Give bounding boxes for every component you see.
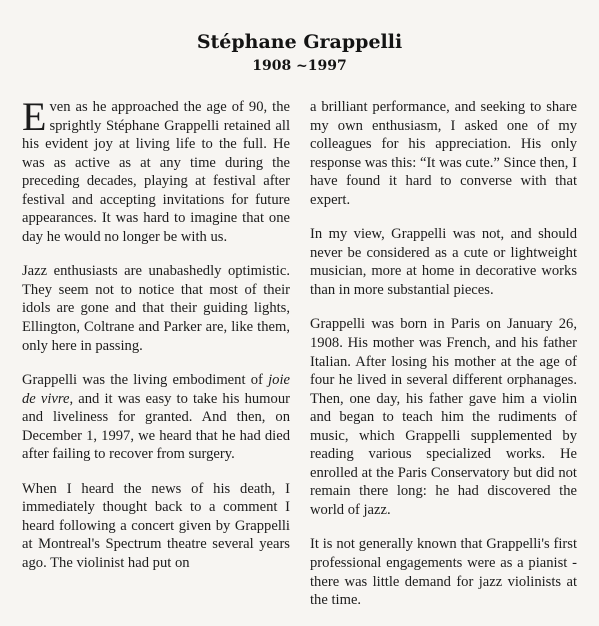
paragraph: When I heard the news of his death, I immediately thought back to a comment I heard following a concert given by Grappelli at Montreal's Spectrum theatre several years ago. The violinist had put on — [22, 480, 290, 572]
paragraph — [22, 371, 290, 464]
paragraph: Jazz enthusiasts are unabashedly optimistic. They seem not to notice that most of their idols are gone and that their guiding lights, Ellington, Coltrane and Parker are, like them, only here in passing. — [22, 263, 290, 354]
italic-phrase: joie de vivre — [22, 372, 290, 407]
article-title: Stéphane Grappelli — [196, 31, 403, 53]
paragraph: Grappelli was born in Paris on January 26, 1908. His mother was French, and his father Italian. After losing his mother at the age of four he lived in several different orphanages. Then, one day, his father gave him a violin and began to teach him the rudiments of music, which Grappelli supplemented by reading various specialized works. He enrolled at the Paris Conservatory but did not remain there long: he had discovered the world of jazz. — [310, 316, 577, 518]
paragraph-text: , and it was easy to take his humour and liveliness for granted. And then, on December 1, 1997, we heard that he had died after failing to recover from surgery. — [22, 390, 290, 463]
article-dates: 1908 ~1997 — [252, 58, 347, 74]
paragraph: In my view, Grappelli was not, and should never be considered as a cute or lightweight musician, more at home in decorative works than in more substantial pieces. — [310, 226, 577, 298]
paragraph-text: Grappelli was the living embodiment of — [22, 372, 269, 389]
left-column — [22, 94, 290, 589]
paragraph — [22, 94, 290, 246]
drop-cap: E — [22, 94, 47, 139]
paragraph-text: ven as he approached the age of 90, the sprightly Stéphane Grappelli retained all his evident joy at living life to the full. He was as active as at any time during the preceding decades, playing at festival after festival and accepting invitations for future appearances. It was hard to imagine that one day he would no longer be with us. — [22, 99, 290, 245]
paragraph: a brilliant performance, and seeking to share my own enthusiasm, I asked one of my colleagues for his appreciation. His only response was this: “It was cute.” Since then, I have found it hard to converse with that expert. — [310, 99, 577, 208]
right-column — [310, 98, 577, 626]
paragraph: It is not generally known that Grappelli's first professional engagements were as a pianist - there was little demand for jazz violinists at the time. — [310, 536, 577, 609]
